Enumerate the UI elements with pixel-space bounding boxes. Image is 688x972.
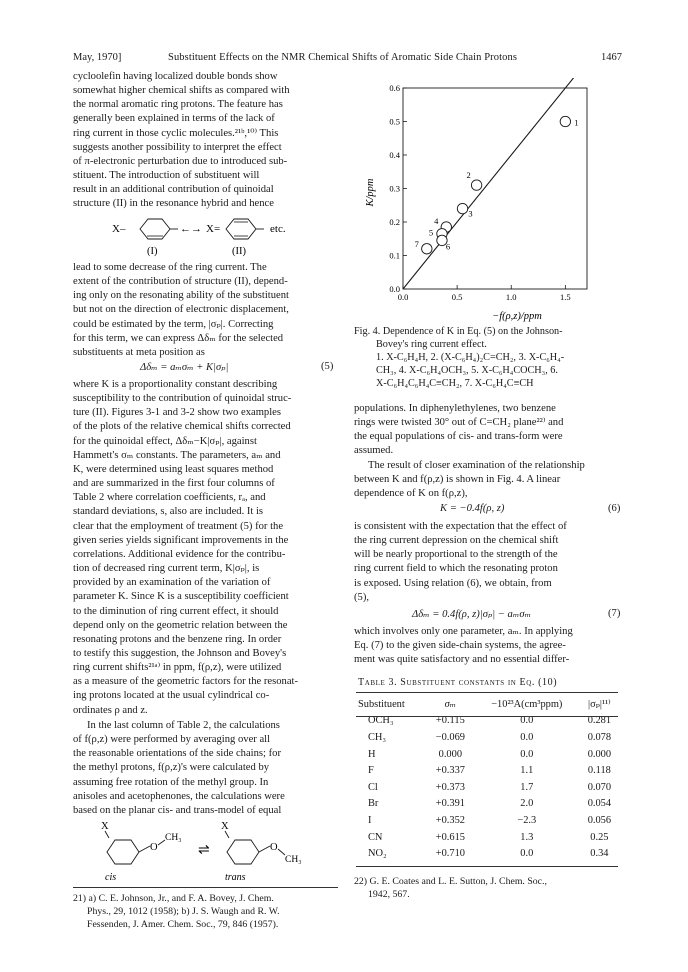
data-point-label: 6 bbox=[445, 241, 451, 252]
text-line: where K is a proportionality constant describing bbox=[73, 379, 278, 390]
regression-line bbox=[403, 78, 581, 289]
text-line: provided by an examination of the variation of bbox=[73, 577, 271, 589]
column-header: −10²³A(cm³ppm) bbox=[491, 698, 563, 710]
text-line: ring current in those cyclic molecules.²¹ᵇ,¹⁰⁾ This bbox=[73, 127, 279, 139]
text-line: based on the planar cis- and trans-model of equal bbox=[73, 804, 282, 816]
text-line: In the last column of Table 2, the calculations bbox=[87, 720, 280, 731]
resonance-arrow: ←→ bbox=[180, 223, 202, 235]
text-line: resonating protons and the benzene ring. In order bbox=[73, 633, 282, 645]
table-cell: 2.0 bbox=[520, 798, 534, 810]
text-line: dependence of K on f(ρ,z), bbox=[354, 487, 468, 499]
text-line: to the diminution of ring current effect, it should bbox=[73, 605, 279, 617]
text-line: ring current field to which the resonating proton bbox=[354, 563, 558, 575]
text-line: suggests another possibility to interpret the effect bbox=[73, 141, 282, 153]
cis-oxygen: O bbox=[150, 842, 158, 853]
data-point-label: 5 bbox=[428, 227, 434, 238]
text-line: is exposed. Using relation (6), we obtain, from bbox=[354, 577, 552, 589]
y-tick-label: 0.0 bbox=[389, 284, 400, 294]
column-header: σₘ bbox=[444, 699, 457, 711]
text-line: to testify this suggestion, the Johnson and Bovey's bbox=[73, 647, 287, 659]
text-line: of the plots of the relative chemical shifts corrected bbox=[73, 421, 291, 433]
table-cell: 0.056 bbox=[587, 814, 612, 826]
text-line: ring current shifts²¹ᵃ⁾ in ppm, f(ρ,z), were utilized bbox=[73, 662, 282, 674]
table-cell: OCH₃ bbox=[368, 715, 394, 727]
equation-7-number: (7) bbox=[608, 608, 621, 619]
text-line: stituent. The introduction of substituent will bbox=[73, 170, 260, 182]
data-point-label: 2 bbox=[466, 170, 471, 181]
caption-line: Bovey's ring current effect. bbox=[376, 339, 487, 350]
table-cell: −0.069 bbox=[435, 731, 465, 743]
footnote-22 bbox=[354, 875, 629, 901]
table-bottom-rule bbox=[356, 866, 618, 867]
structure-label-II: (II) bbox=[232, 246, 246, 257]
table-row bbox=[354, 845, 620, 862]
text-line: and are summarized in the first four columns of bbox=[73, 478, 275, 490]
data-point-label: 4 bbox=[434, 216, 439, 227]
structure-etc: etc. bbox=[270, 223, 286, 235]
figure-4-caption bbox=[354, 325, 629, 390]
text-line: (5), bbox=[354, 591, 370, 603]
text-line: standard deviations, s, also are included. It is bbox=[73, 506, 264, 518]
left-intro-paragraph bbox=[73, 70, 339, 212]
y-tick-label: 0.2 bbox=[389, 217, 400, 227]
table-cell: 0.0 bbox=[520, 715, 534, 727]
page-number: 1467 bbox=[601, 52, 622, 63]
y-tick-label: 0.1 bbox=[389, 250, 400, 261]
text-line: ordinates ρ and z. bbox=[73, 704, 148, 716]
y-tick-label: 0.6 bbox=[389, 83, 400, 93]
text-line: the methyl protons, f(ρ,z)'s were calculated by bbox=[73, 762, 270, 774]
table-cell: +0.352 bbox=[435, 814, 465, 826]
resonance-structures-diagram bbox=[110, 214, 310, 258]
table-cell: +0.337 bbox=[435, 765, 465, 777]
chart-frame bbox=[403, 88, 587, 289]
text-line: for the quinoidal effect, Δδₘ−K|σₚ|, against bbox=[73, 435, 257, 447]
table-cell: I bbox=[368, 814, 372, 826]
text-line: will be nearly proportional to the strength of the bbox=[354, 549, 558, 561]
table-cell: CH₃ bbox=[368, 731, 387, 743]
trans-label: trans bbox=[225, 872, 246, 882]
text-line: between K and f(ρ,z) is shown in Fig. 4. A linear bbox=[354, 473, 561, 485]
chart-y-axis-label: K/ppm bbox=[365, 178, 376, 207]
text-line: clear that the employment of treatment (5) for the bbox=[73, 520, 284, 532]
table-row bbox=[354, 729, 620, 746]
text-line: cycloolefin having localized double bonds show bbox=[73, 71, 278, 82]
table-cell: 0.0 bbox=[520, 848, 534, 860]
text-line: ing only on the resonating ability of the substituent bbox=[73, 290, 289, 302]
y-tick-label: 0.5 bbox=[389, 116, 400, 127]
data-point-label: 3 bbox=[468, 208, 473, 219]
trans-x-label: X bbox=[221, 821, 229, 832]
left-body-paragraph bbox=[73, 378, 339, 718]
x-tick-label: 0.5 bbox=[451, 292, 463, 302]
table-cell: 1.3 bbox=[520, 831, 534, 843]
table-cell: 0.054 bbox=[587, 798, 612, 810]
text-line: the ring current depression on the chemical shift bbox=[354, 535, 559, 547]
structure-label-I: (I) bbox=[147, 246, 158, 257]
table-row bbox=[354, 829, 620, 846]
data-point bbox=[560, 116, 570, 126]
text-line: parameter K. Since K is a susceptibility coefficient bbox=[73, 591, 289, 603]
text-line: is consistent with the expectation that the effect of bbox=[354, 521, 567, 532]
table-cell: 0.000 bbox=[587, 748, 612, 760]
caption-line: Fig. 4. Dependence of K in Eq. (5) on the Johnson- bbox=[354, 326, 563, 337]
data-point-label: 7 bbox=[414, 238, 419, 249]
text-line: which involves only one parameter, aₘ. In applying bbox=[354, 626, 573, 637]
table-cell: 0.281 bbox=[587, 715, 612, 727]
data-point bbox=[422, 244, 432, 254]
footnote-21 bbox=[73, 892, 348, 931]
text-line: could be estimated by the term, |σₚ|. Correcting bbox=[73, 318, 274, 330]
data-point-label: 1 bbox=[574, 117, 579, 128]
equation-6-number: (6) bbox=[608, 503, 621, 514]
table-cell: 0.078 bbox=[587, 731, 612, 743]
data-point bbox=[457, 203, 467, 213]
text-line: ment was quite satisfactory and no essential differ- bbox=[354, 654, 570, 666]
equation-7: Δδₘ = 0.4f(ρ, z)|σₚ| − aₘσₘ bbox=[412, 609, 532, 620]
equation-5: Δδₘ = aₘσₘ + K|σₚ| bbox=[140, 362, 229, 373]
text-line: The result of closer examination of the relationship bbox=[368, 459, 585, 471]
x-tick-label: 0.0 bbox=[397, 292, 409, 302]
running-header-title: Substituent Effects on the NMR Chemical Shifts of Aromatic Side Chain Protons bbox=[168, 52, 518, 63]
equation-5-number: (5) bbox=[321, 361, 334, 372]
footnote-line: 1942, 567. bbox=[368, 889, 410, 900]
column-header: |σₚ|¹¹⁾ bbox=[588, 699, 611, 711]
text-line: Hammett's σₘ constants. The parameters, aₘ and bbox=[73, 449, 281, 461]
table-cell: NO₂ bbox=[368, 848, 387, 860]
table-cell: +0.373 bbox=[435, 781, 465, 793]
text-line: correlations. Additional evidence for the contribu- bbox=[73, 548, 286, 560]
equilibrium-arrow: ⇌ bbox=[198, 843, 210, 858]
right-paragraph-3 bbox=[354, 520, 624, 605]
text-line: of f(ρ,z) were performed by averaging over all bbox=[73, 734, 271, 746]
footnote-line: Fessenden, J. Amer. Chem. Soc., 79, 846 (1957). bbox=[87, 919, 279, 930]
table-top-rule bbox=[356, 692, 618, 693]
table-cell: −2.3 bbox=[517, 814, 537, 826]
text-line: tion of decreased ring current term, K|σₚ|, is bbox=[73, 563, 260, 575]
text-line: Eq. (7) to the given side-chain systems, the agree- bbox=[354, 640, 566, 652]
text-line: structure (II) in the resonance hybrid and hence bbox=[73, 198, 274, 210]
cis-x-label: X bbox=[101, 821, 109, 832]
chart-x-axis-label: −f(ρ,z)/ppm bbox=[492, 311, 542, 322]
text-line: Table 2 where correlation coefficients, rₐ, and bbox=[73, 492, 266, 504]
x-tick-label: 1.5 bbox=[560, 292, 571, 302]
table-cell: Br bbox=[368, 798, 379, 810]
cis-methyl: CH₃ bbox=[165, 833, 182, 843]
table-cell: 1.1 bbox=[520, 765, 534, 777]
table-cell: 0.000 bbox=[438, 748, 463, 760]
figure-4-chart bbox=[355, 78, 615, 323]
left-middle-paragraph bbox=[73, 261, 339, 360]
footnote-line: Phys., 29, 1012 (1958); b) J. S. Waugh and R. W. bbox=[87, 906, 280, 917]
text-line: somewhat higher chemical shifts as compared with bbox=[73, 85, 290, 97]
table-cell: 1.7 bbox=[520, 781, 534, 793]
text-line: extent of the contribution of structure (II), depend- bbox=[73, 276, 288, 288]
table-row bbox=[354, 796, 620, 813]
text-line: populations. In diphenylethylenes, two benzene bbox=[354, 403, 556, 414]
table-row bbox=[354, 812, 620, 829]
table-row bbox=[354, 762, 620, 779]
text-line: for this term, we can express Δδₘ for the selected bbox=[73, 332, 284, 344]
text-line: assuming free rotation of the methyl group. In bbox=[73, 776, 269, 788]
table-cell: 0.25 bbox=[590, 831, 609, 843]
text-line: generally been explained in terms of the lack of bbox=[73, 113, 275, 125]
text-line: K, were determined using least squares method bbox=[73, 463, 274, 475]
table-cell: +0.710 bbox=[435, 848, 465, 860]
structure-x-left: X– bbox=[112, 223, 126, 235]
footnote-line: 21) a) C. E. Johnson, Jr., and F. A. Bovey, J. Chem. bbox=[73, 893, 274, 904]
left-paragraph-2 bbox=[73, 719, 339, 818]
structure-x-right: X= bbox=[206, 223, 221, 235]
text-line: the reasonable orientations of the side chains; for bbox=[73, 748, 281, 760]
equation-6: K = −0.4f(ρ, z) bbox=[440, 503, 505, 514]
text-line: ing protons located at the usual cylindrical co- bbox=[73, 690, 270, 702]
text-line: lead to some decrease of the ring current. The bbox=[73, 262, 267, 273]
chart-plot-area bbox=[389, 78, 587, 302]
table-3-title: Table 3. Substituent constants in Eq. (10) bbox=[358, 677, 558, 688]
y-tick-label: 0.3 bbox=[389, 183, 400, 194]
table-cell: 0.0 bbox=[520, 748, 534, 760]
caption-line: 1. X-C₆H₄H, 2. (X-C₆H₄)₂C=CH₂, 3. X-C₆H₄- bbox=[376, 352, 565, 363]
table-header-row bbox=[354, 696, 620, 713]
text-line: assumed. bbox=[354, 445, 394, 457]
right-paragraph-4 bbox=[354, 625, 624, 667]
data-point bbox=[471, 180, 481, 190]
trans-oxygen: O bbox=[270, 842, 278, 853]
footnote-line: 22) G. E. Coates and L. E. Sutton, J. Chem. Soc., bbox=[354, 876, 547, 887]
text-line: but not on the direction of electronic displacement, bbox=[73, 304, 289, 316]
text-line: result in an additional contribution of quinoidal bbox=[73, 184, 274, 196]
table-cell: +0.115 bbox=[435, 715, 465, 727]
text-line: of π-electronic perturbation due to introduced sub- bbox=[73, 155, 288, 167]
text-line: ture (II). Figures 3-1 and 3-2 show two examples bbox=[73, 407, 282, 419]
text-line: the equal populations of cis- and trans-form were bbox=[354, 431, 563, 443]
table-cell: Cl bbox=[368, 781, 378, 793]
trans-benzene-ring bbox=[227, 840, 259, 864]
table-cell: F bbox=[368, 765, 374, 777]
text-line: anisoles and acetophenones, the calculations were bbox=[73, 790, 285, 802]
cis-benzene-ring bbox=[107, 840, 139, 864]
table-header-rule bbox=[356, 716, 618, 717]
table-cell: +0.615 bbox=[435, 831, 465, 843]
caption-line: X-C₆H₄C₆H₄C≡CH₂, 7. X-C₆H₄C≡CH bbox=[376, 378, 534, 389]
text-line: substituents at meta position as bbox=[73, 346, 205, 358]
x-tick-label: 1.0 bbox=[505, 292, 517, 302]
table-3 bbox=[354, 696, 620, 862]
text-line: depend only on the geometric relation between the bbox=[73, 619, 288, 631]
table-cell: +0.391 bbox=[435, 798, 465, 810]
caption-line: CH₃, 4. X-C₆H₄OCH₃, 5. X-C₆H₄COCH₃, 6. bbox=[376, 365, 558, 376]
text-line: the normal aromatic ring protons. The feature has bbox=[73, 99, 283, 111]
column-header: Substituent bbox=[358, 698, 405, 710]
table-body bbox=[354, 713, 620, 862]
table-cell: 0.0 bbox=[520, 731, 534, 743]
table-cell: CN bbox=[368, 831, 383, 843]
text-line: given series yields significant improvements in the bbox=[73, 534, 289, 546]
table-row bbox=[354, 779, 620, 796]
table-row bbox=[354, 746, 620, 763]
text-line: rings were twisted 30° out of C=CH₂ plane²²⁾ and bbox=[354, 417, 564, 429]
text-line: susceptibility to the contribution of quinoidal struc- bbox=[73, 393, 292, 405]
table-cell: 0.070 bbox=[587, 781, 612, 793]
running-header-date: May, 1970] bbox=[73, 52, 122, 63]
table-cell: 0.118 bbox=[587, 765, 611, 777]
footnote-rule bbox=[73, 887, 338, 888]
trans-methyl: CH₃ bbox=[285, 855, 302, 865]
cis-label: cis bbox=[105, 872, 117, 882]
table-cell: 0.34 bbox=[590, 848, 609, 860]
y-tick-label: 0.4 bbox=[389, 150, 400, 160]
table-cell: H bbox=[368, 748, 376, 760]
cis-trans-structures-diagram bbox=[95, 818, 335, 882]
right-paragraph-1 bbox=[354, 402, 624, 501]
text-line: as a measure of the geometric factors for the resonat- bbox=[73, 676, 299, 688]
